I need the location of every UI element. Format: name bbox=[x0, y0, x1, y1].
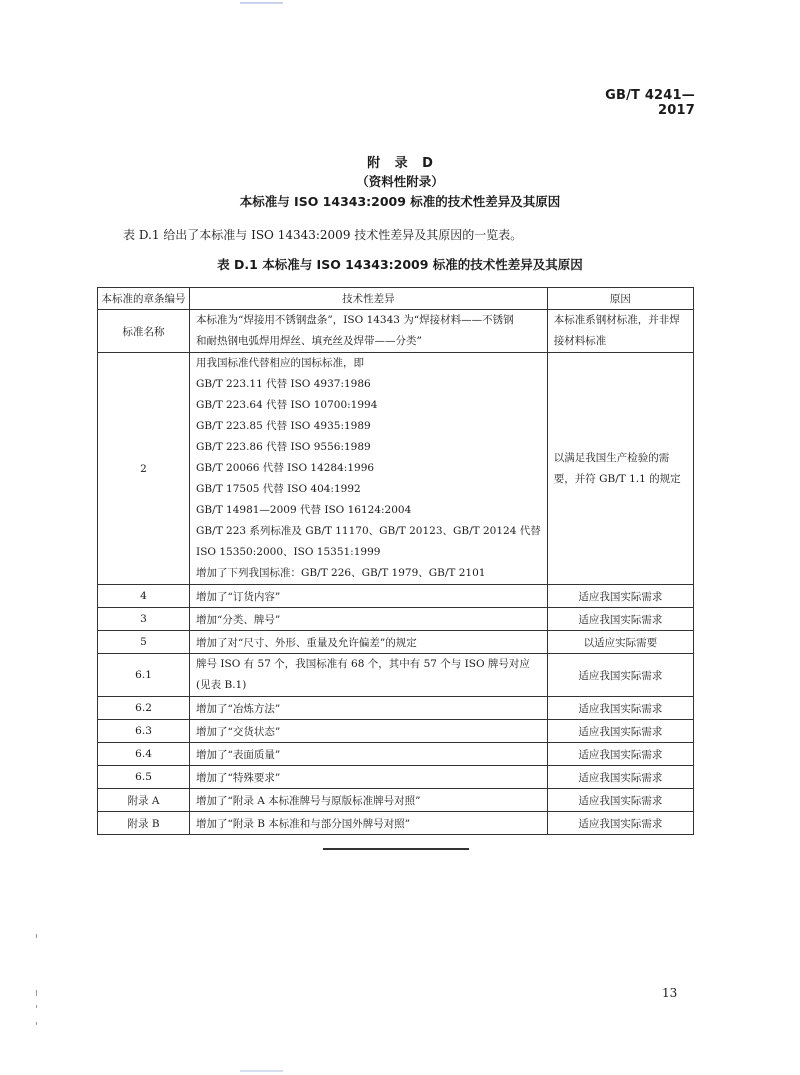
clause-cell: 5 bbox=[98, 631, 190, 654]
reason-line: 要，并符 GB/T 1.1 的规定 bbox=[553, 472, 681, 485]
reason-cell: 适应我国实际需求 bbox=[547, 766, 693, 789]
reason-cell: 适应我国实际需求 bbox=[547, 789, 693, 812]
clause-cell: 4 bbox=[98, 585, 190, 608]
difference-line: 和耐热钢电弧焊用焊丝、填充丝及焊带——分类” bbox=[196, 335, 422, 347]
difference-cell: 增加“分类、牌号” bbox=[190, 608, 548, 631]
table-row bbox=[98, 585, 694, 608]
difference-line: GB/T 223 系列标准及 GB/T 11170、GB/T 20123、GB/T 20124 代替 bbox=[196, 525, 541, 537]
reason-cell: 适应我国实际需求 bbox=[547, 654, 693, 697]
differences-table bbox=[97, 287, 694, 835]
column-header-clause: 本标准的章条编号 bbox=[98, 288, 190, 310]
clause-cell: 2 bbox=[98, 353, 190, 585]
reason-cell: 以适应实际需要 bbox=[547, 631, 693, 654]
difference-cell: 增加了“附录 A 本标准牌号与原版标准牌号对照” bbox=[190, 789, 548, 812]
table-row bbox=[98, 697, 694, 720]
difference-line: GB/T 223.11 代替 ISO 4937:1986 bbox=[196, 378, 371, 390]
intro-paragraph: 表 D.1 给出了本标准与 ISO 14343:2009 技术性差异及其原因的一览表。 bbox=[123, 228, 523, 242]
annex-title: 附 录 D bbox=[367, 156, 433, 171]
scan-mark-bottom bbox=[240, 1070, 283, 1072]
difference-cell: 增加了“表面质量” bbox=[190, 743, 548, 766]
difference-line: (见表 B.1) bbox=[196, 679, 247, 691]
scan-artifact bbox=[36, 1022, 37, 1025]
difference-line: 牌号 ISO 有 57 个，我国标准有 68 个，其中有 57 个与 ISO 牌号对应 bbox=[196, 658, 530, 670]
difference-cell: 增加了“交货状态” bbox=[190, 720, 548, 743]
annex-heading: 本标准与 ISO 14343:2009 标准的技术性差异及其原因 bbox=[239, 194, 561, 209]
reason-cell: 适应我国实际需求 bbox=[547, 608, 693, 631]
table-row bbox=[98, 789, 694, 812]
clause-cell: 6.5 bbox=[98, 766, 190, 789]
annex-type: （资料性附录） bbox=[356, 174, 444, 189]
reason-cell bbox=[547, 310, 693, 353]
reason-cell: 适应我国实际需求 bbox=[547, 743, 693, 766]
reason-line: 接材料标准 bbox=[553, 335, 607, 347]
end-of-annex-rule bbox=[323, 848, 469, 850]
column-header-difference: 技术性差异 bbox=[190, 288, 548, 310]
clause-cell: 6.3 bbox=[98, 720, 190, 743]
difference-line: GB/T 14981—2009 代替 ISO 16124:2004 bbox=[196, 504, 412, 516]
clause-cell: 6.4 bbox=[98, 743, 190, 766]
table-header-row bbox=[98, 288, 694, 310]
table-row bbox=[98, 310, 694, 353]
scan-artifact bbox=[36, 1005, 37, 1008]
difference-cell: 增加了“冶炼方法” bbox=[190, 697, 548, 720]
table-row bbox=[98, 812, 694, 835]
table-row bbox=[98, 743, 694, 766]
table-row bbox=[98, 353, 694, 585]
clause-cell: 6.1 bbox=[98, 654, 190, 697]
difference-line: ISO 15350:2000、ISO 15351:1999 bbox=[196, 546, 381, 558]
reason-cell: 适应我国实际需求 bbox=[547, 812, 693, 835]
scan-artifact bbox=[36, 934, 37, 938]
difference-cell: 增加了“附录 B 本标准和与部分国外牌号对照” bbox=[190, 812, 548, 835]
difference-line: GB/T 223.64 代替 ISO 10700:1994 bbox=[196, 399, 378, 411]
difference-line: 本标准为“焊接用不锈钢盘条”，ISO 14343 为“焊接材料——不锈钢 bbox=[196, 314, 514, 326]
document-code: GB/T 4241—2017 bbox=[605, 88, 695, 118]
table-row bbox=[98, 654, 694, 697]
table-row bbox=[98, 720, 694, 743]
clause-cell: 附录 B bbox=[98, 812, 190, 835]
difference-line: GB/T 20066 代替 ISO 14284:1996 bbox=[196, 462, 375, 474]
column-header-reason: 原因 bbox=[547, 288, 693, 310]
scan-mark-top bbox=[240, 2, 283, 4]
difference-line: 用我国标准代替相应的国标标准，即 bbox=[196, 357, 365, 369]
difference-cell bbox=[190, 310, 548, 353]
reason-cell: 适应我国实际需求 bbox=[547, 697, 693, 720]
clause-cell: 标准名称 bbox=[98, 310, 190, 353]
difference-cell: 增加了对“尺寸、外形、重量及允许偏差”的规定 bbox=[190, 631, 548, 654]
clause-cell: 6.2 bbox=[98, 697, 190, 720]
table-row bbox=[98, 608, 694, 631]
reason-cell: 适应我国实际需求 bbox=[547, 585, 693, 608]
table-row bbox=[98, 631, 694, 654]
table-caption: 表 D.1 本标准与 ISO 14343:2009 标准的技术性差异及其原因 bbox=[217, 257, 583, 272]
difference-line: 增加了下列我国标准：GB/T 226、GB/T 1979、GB/T 2101 bbox=[196, 567, 486, 579]
reason-line: 以满足我国生产检验的需 bbox=[553, 451, 670, 464]
reason-cell: 适应我国实际需求 bbox=[547, 720, 693, 743]
reason-line: 本标准系钢材标准，并非焊 bbox=[553, 314, 680, 326]
scan-artifact bbox=[36, 990, 37, 996]
difference-line: GB/T 223.86 代替 ISO 9556:1989 bbox=[196, 441, 371, 453]
reason-cell bbox=[547, 353, 693, 585]
table-row bbox=[98, 766, 694, 789]
clause-cell: 3 bbox=[98, 608, 190, 631]
difference-cell bbox=[190, 654, 548, 697]
difference-cell: 增加了“特殊要求” bbox=[190, 766, 548, 789]
page-number: 13 bbox=[662, 986, 678, 1000]
clause-cell: 附录 A bbox=[98, 789, 190, 812]
difference-cell: 增加了“订货内容” bbox=[190, 585, 548, 608]
difference-line: GB/T 17505 代替 ISO 404:1992 bbox=[196, 483, 361, 495]
difference-cell bbox=[190, 353, 548, 585]
difference-line: GB/T 223.85 代替 ISO 4935:1989 bbox=[196, 420, 371, 432]
